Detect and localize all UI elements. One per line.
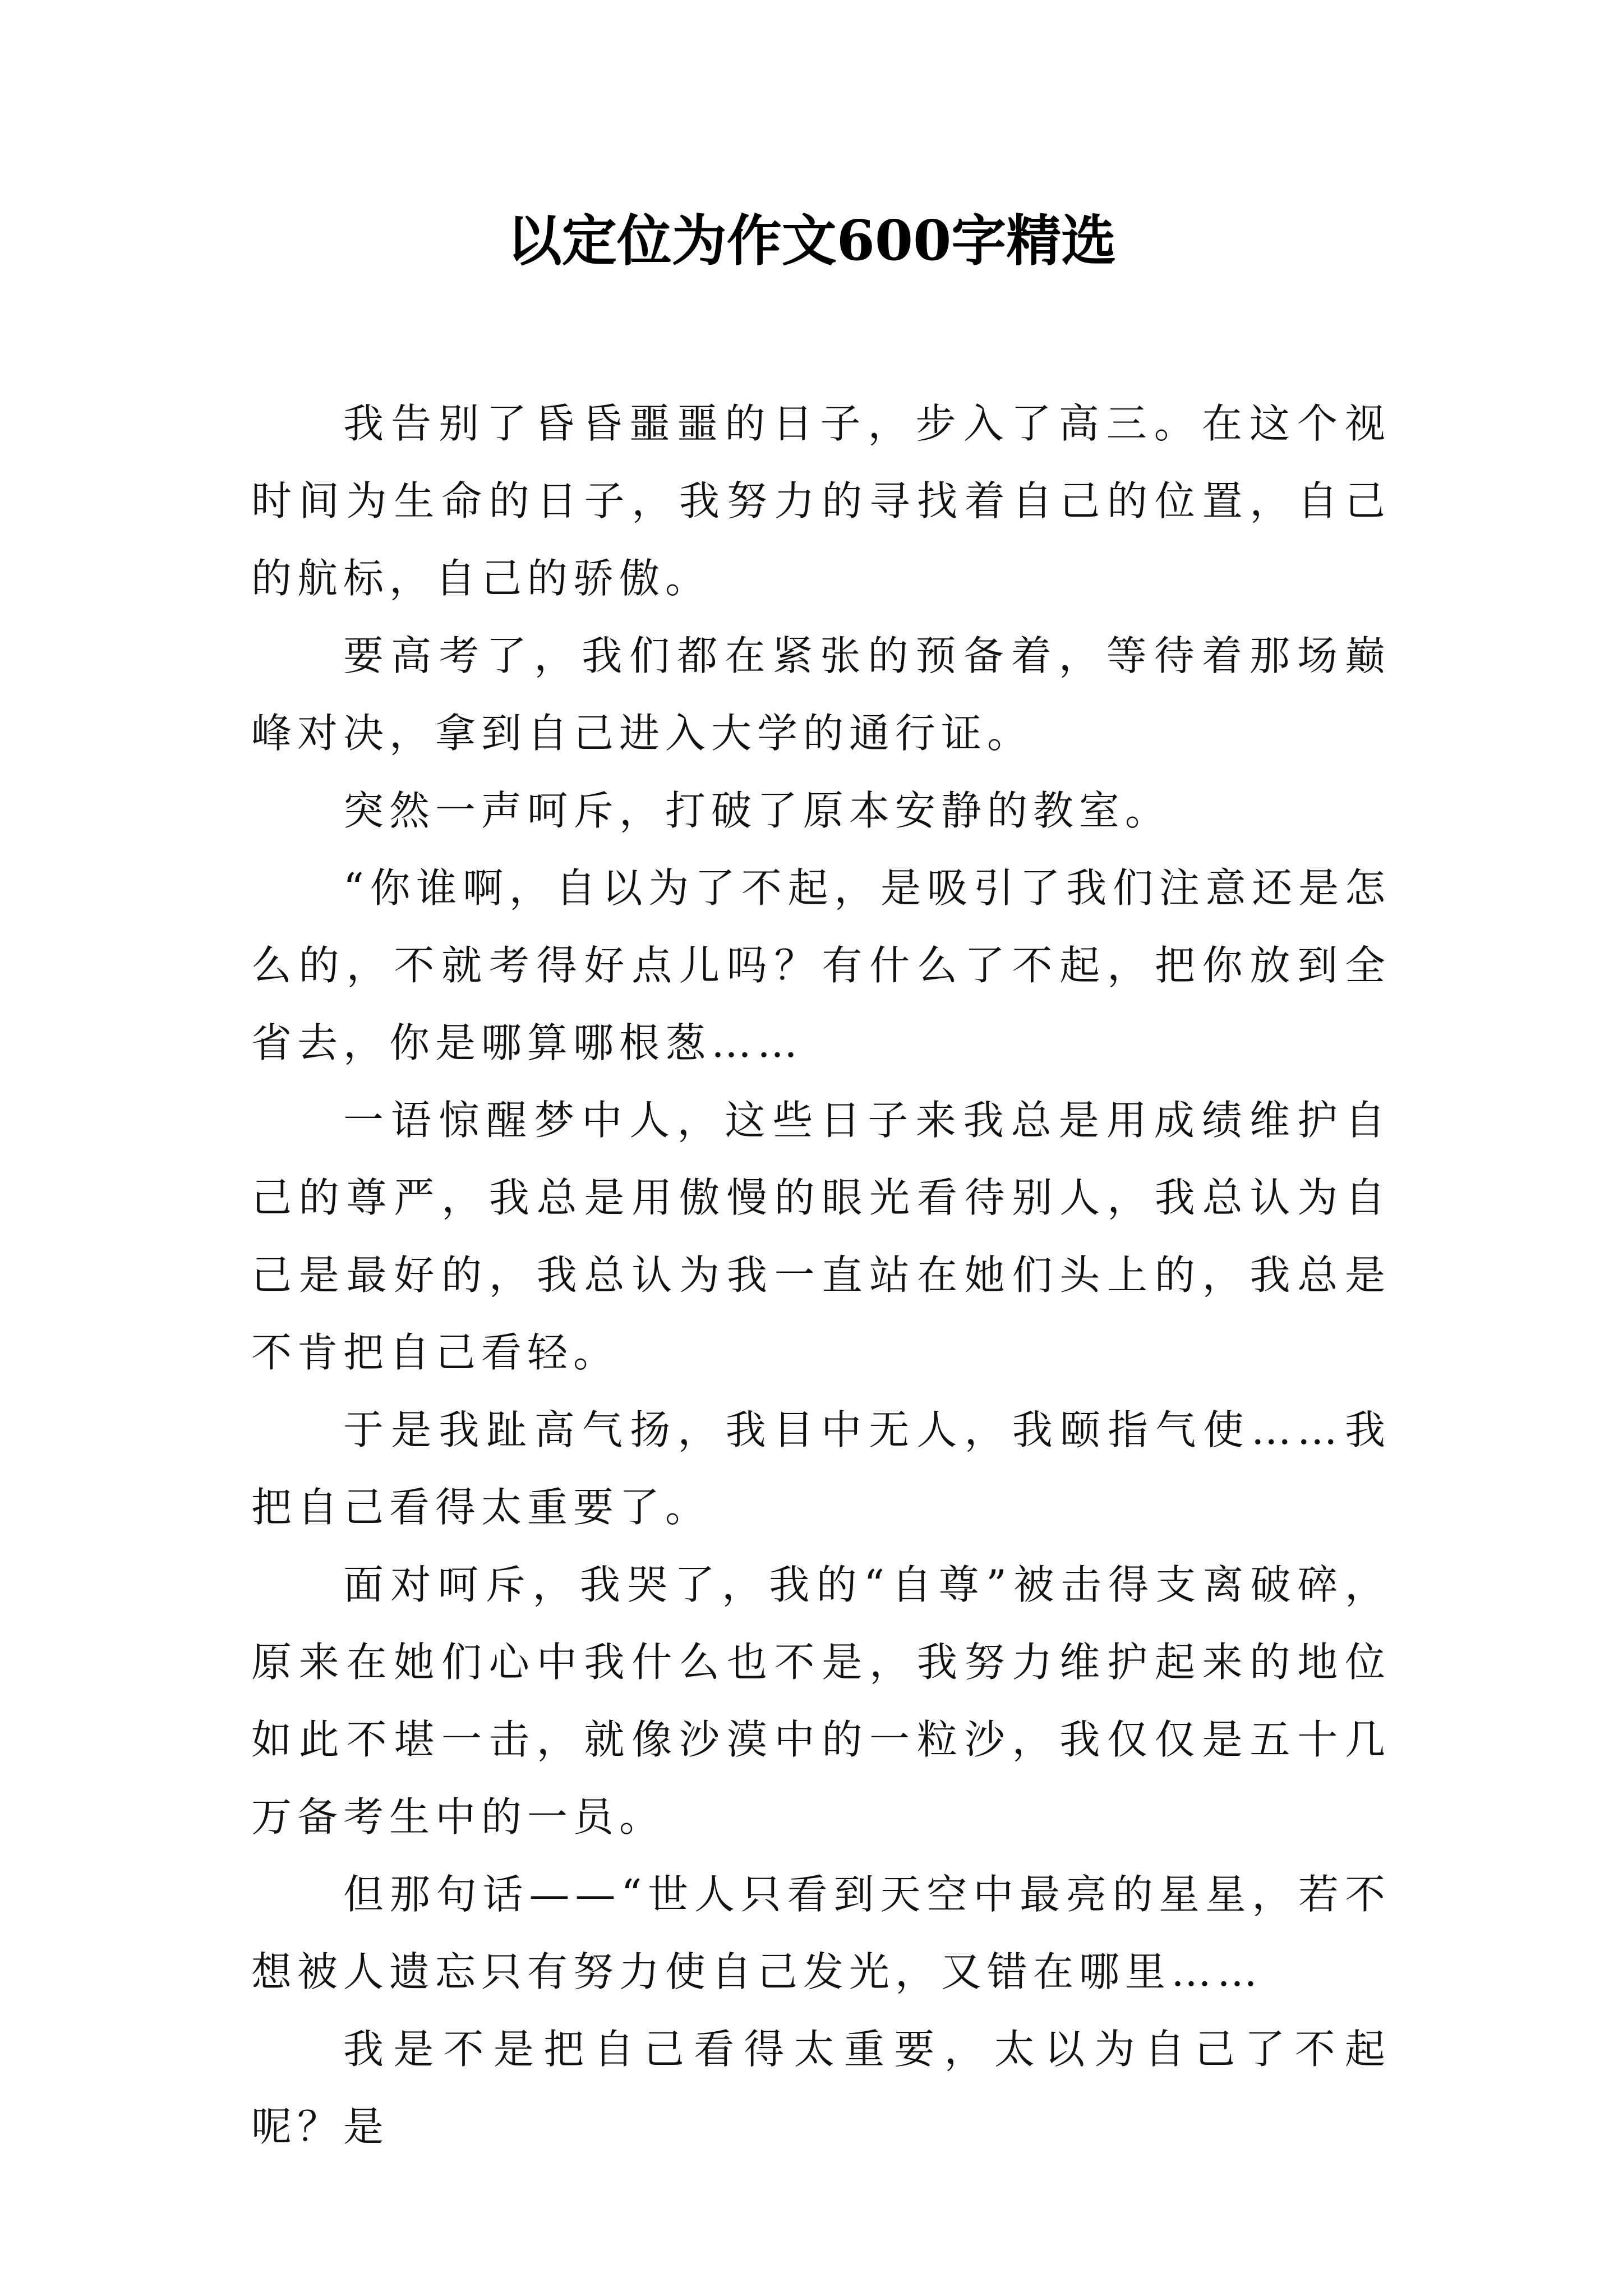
paragraph-8: 但那句话——“世人只看到天空中最亮的星星，若不想被人遗忘只有努力使自己发光，又错在哪里…… [251,1871,1391,1995]
paragraph-6: 于是我趾高气扬，我目中无人，我颐指气使……我把自己看得太重要了。 [251,1406,1391,1531]
document-title: 以定位为作文600字精选 [506,209,1117,273]
paragraph-4: “你谁啊，自以为了不起，是吸引了我们注意还是怎么的，不就考得好点儿吗？有什么了不起，把你放到全省去，你是哪算哪根葱…… [251,864,1391,1066]
document-body [251,385,1391,2165]
paragraph-3: 突然一声呵斥，打破了原本安静的教室。 [343,787,1172,834]
paragraph-2: 要高考了，我们都在紧张的预备着，等待着那场巅峰对决，拿到自己进入大学的通行证。 [251,632,1391,757]
paragraph-1: 我告别了昏昏噩噩的日子，步入了高三。在这个视时间为生命的日子，我努力的寻找着自己的位置，自己的航标，自己的骄傲。 [251,400,1391,602]
paragraph-5: 一语惊醒梦中人，这些日子来我总是用成绩维护自己的尊严，我总是用傲慢的眼光看待别人，我总认为自己是最好的，我总认为我一直站在她们头上的，我总是不肯把自己看轻。 [251,1097,1391,1376]
paragraph-9: 我是不是把自己看得太重要，太以为自己了不起呢？是 [251,2026,1391,2150]
paragraph-7: 面对呵斥，我哭了，我的“自尊”被击得支离破碎，原来在她们心中我什么也不是，我努力维护起来的地位如此不堪一击，就像沙漠中的一粒沙，我仅仅是五十几万备考生中的一员。 [251,1561,1391,1841]
